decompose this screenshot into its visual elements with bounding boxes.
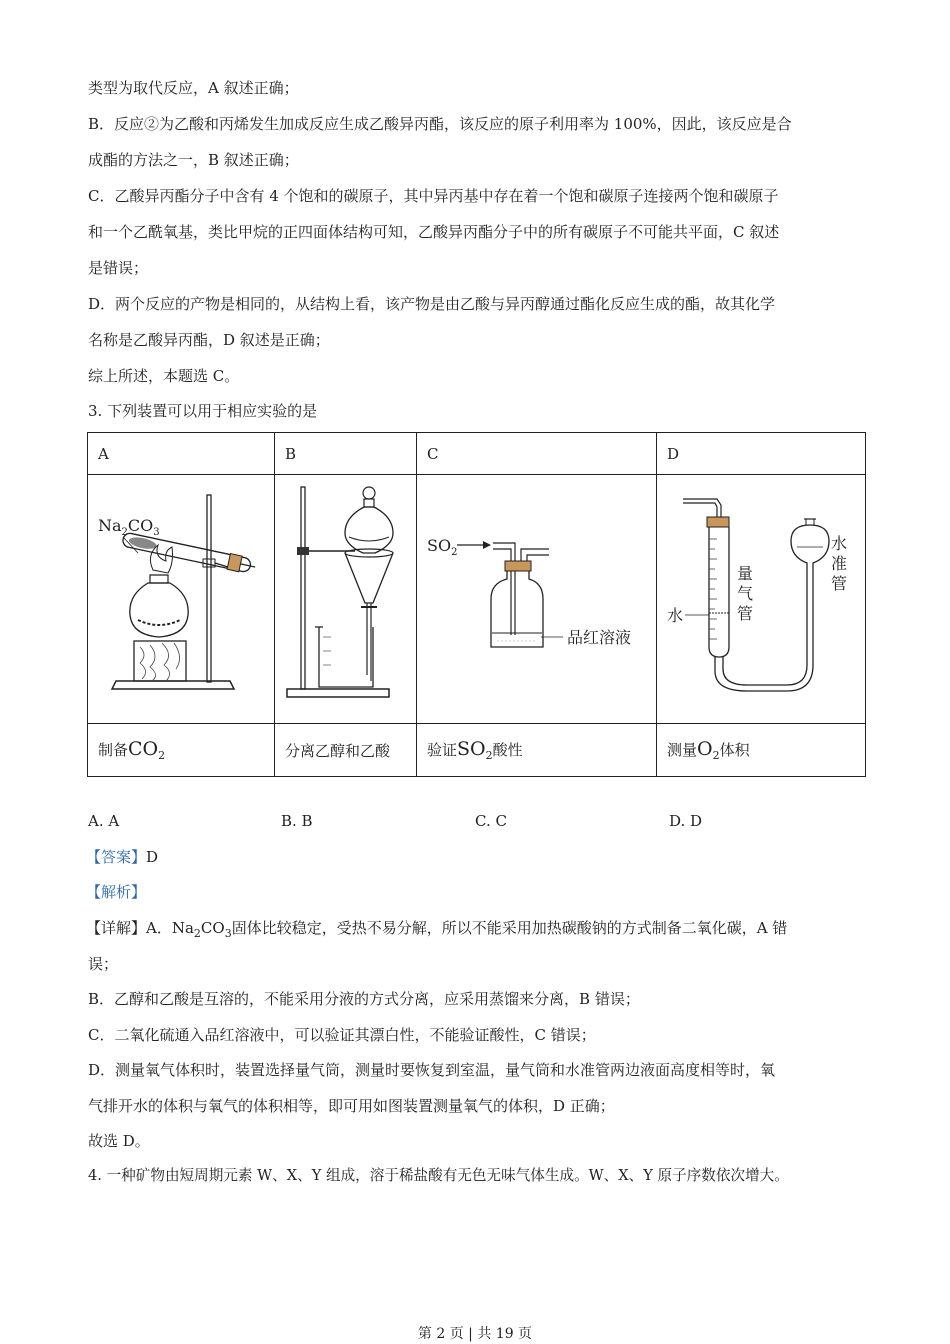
apparatus-a-diagram [88, 475, 274, 719]
apparatus-b-diagram [275, 475, 416, 719]
answer-value: D [146, 848, 159, 866]
header-a: A [88, 433, 275, 475]
label-so: SO [427, 536, 452, 555]
paragraph-5: 和一个乙酰氧基，类比甲烷的正四面体结构可知，乙酸异丙酯分子中的所有碳原子不可能共平面，C 叙述 [88, 223, 780, 241]
label-tube-3: 管 [737, 604, 754, 623]
caption-c: 验证$SO_2$酸性 [417, 724, 657, 777]
label-tube-2: 气 [737, 584, 754, 603]
detail-b: B．乙醇和乙酸是互溶的，不能采用分液的方式分离，应采用蒸馏来分离，B 错误； [88, 990, 640, 1008]
label-level-1: 水 [831, 534, 848, 553]
caption-a: 制备$CO_2$ [88, 724, 275, 777]
apparatus-d-cell [657, 475, 866, 724]
header-b: B [275, 433, 417, 475]
answer-options [88, 812, 888, 832]
option-b: B. B [281, 812, 313, 830]
label-water: 水 [667, 606, 684, 625]
analysis-label: 【解析】 [86, 883, 147, 901]
paragraph-3: 成酯的方法之一，B 叙述正确； [88, 151, 299, 169]
label-level-3: 管 [831, 574, 848, 593]
label-co: CO [127, 516, 154, 535]
option-d: D. D [669, 812, 703, 830]
apparatus-d-diagram [657, 475, 865, 719]
label-na: Na [98, 516, 122, 535]
apparatus-b-cell [275, 475, 417, 724]
apparatus-c-diagram [417, 475, 656, 719]
label-level-2: 准 [831, 554, 848, 573]
label-na-sub: 2 [121, 527, 128, 538]
header-d: D [657, 433, 866, 475]
answer-label: 【答案】 [86, 848, 147, 866]
label-tube-1: 量 [737, 564, 754, 583]
detail-d-1: D．测量氧气体积时，装置选择量气筒，测量时要恢复到室温，量气筒和水准管两边液面高度相等时，氧 [88, 1061, 776, 1079]
svg-text:Na2CO3 [98, 516, 160, 538]
page-footer: 第 2 页 | 共 19 页 [417, 1326, 533, 1342]
paragraph-2: B．反应②为乙酸和丙烯发生加成反应生成乙酸异丙酯，该反应的原子利用率为 100%，因此，该反应是合 [88, 115, 792, 133]
label-so-sub: 2 [451, 547, 458, 558]
paragraph-6: 是错误； [88, 259, 149, 277]
label-solution: 品红溶液 [567, 628, 632, 647]
answer-line [86, 847, 158, 867]
option-a: A. A [88, 812, 120, 830]
label-co-sub: 3 [153, 527, 160, 538]
paragraph-9: 综上所述，本题选 C。 [88, 367, 240, 385]
svg-text:SO2 [427, 536, 457, 558]
detail-a: 【详解】A．$Na_2CO_3$固体比较稳定，受热不易分解，所以不能采用加热碳酸钠的方式制备二氧化碳，A 错 [86, 919, 788, 940]
detail-conclusion: 故选 D。 [88, 1132, 150, 1150]
paragraph-8: 名称是乙酸异丙酯，D 叙述是正确； [88, 331, 330, 349]
detail-d-2: 气排开水的体积与氧气的体积相等，即可用如图装置测量氧气的体积，D 正确； [88, 1097, 615, 1115]
apparatus-a-cell [88, 475, 275, 724]
apparatus-table [87, 432, 866, 777]
question-4-stem: 4. 一种矿物由短周期元素 W、X、Y 组成，溶于稀盐酸有无色无味气体生成。W、X、Y 原子序数依次增大。 [88, 1167, 789, 1184]
header-c: C [417, 433, 657, 475]
apparatus-c-cell [417, 475, 657, 724]
caption-d: 测量$O_2$体积 [657, 724, 866, 777]
caption-b: 分离乙醇和乙酸 [275, 724, 417, 777]
detail-c: C．二氧化硫通入品红溶液中，可以验证其漂白性，不能验证酸性，C 错误； [88, 1026, 596, 1044]
question-3-stem: 3. 下列装置可以用于相应实验的是 [88, 402, 318, 420]
detail-a-2: 误； [88, 955, 119, 973]
paragraph-7: D．两个反应的产物是相同的，从结构上看，该产物是由乙酸与异丙醇通过酯化反应生成的酯，故其化学 [88, 295, 776, 313]
option-c: C. C [475, 812, 507, 830]
paragraph-4: C．乙酸异丙酯分子中含有 4 个饱和的碳原子，其中异丙基中存在着一个饱和碳原子连接两个饱和碳原子 [88, 187, 779, 205]
paragraph-1: 类型为取代反应，A 叙述正确； [88, 79, 299, 97]
